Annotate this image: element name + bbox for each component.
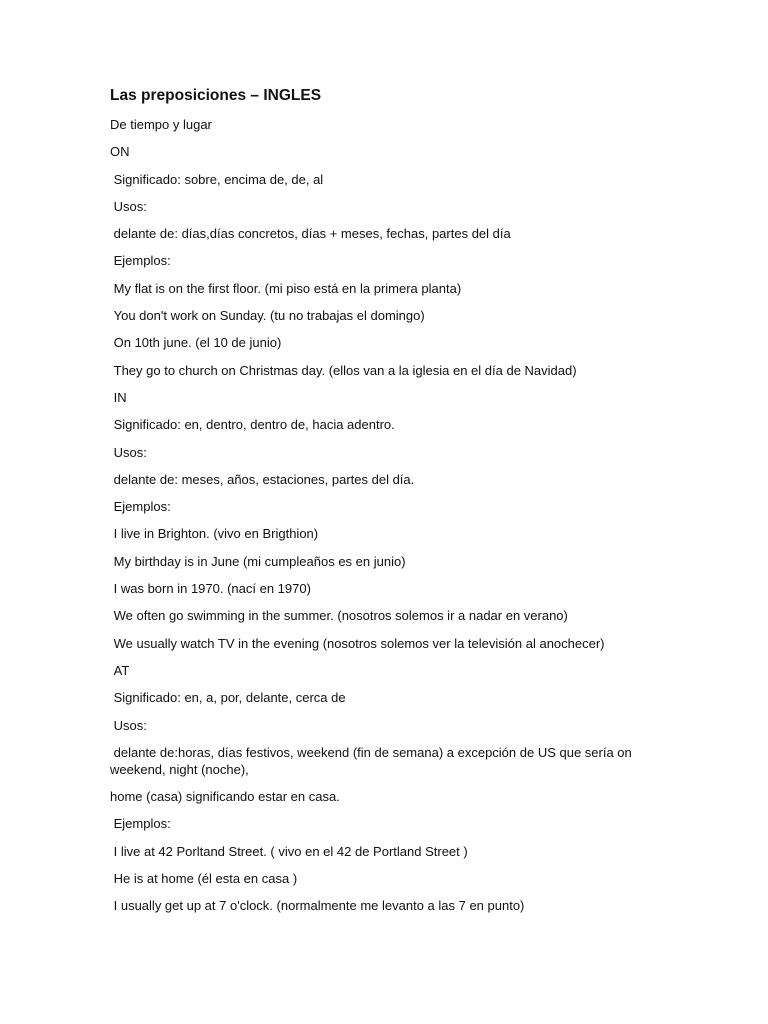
text-line: You don't work on Sunday. (tu no trabajas el domingo) [110, 308, 425, 324]
text-line: IN [110, 389, 127, 405]
document-page [110, 86, 650, 925]
text-line: Ejemplos: [110, 816, 171, 832]
text-line: delante de:horas, días festivos, weekend (fin de semana) a excepción de US que sería on weekend, night (noche), [110, 744, 636, 777]
text-line: We usually watch TV in the evening (nosotros solemos ver la televisión al anochecer) [110, 635, 605, 651]
text-line: My flat is on the first floor. (mi piso está en la primera planta) [110, 280, 462, 296]
text-line: He is at home (él esta en casa ) [110, 871, 298, 887]
text-line: We often go swimming in the summer. (nosotros solemos ir a nadar en verano) [110, 608, 568, 624]
text-line: ON [110, 144, 130, 160]
text-line: I usually get up at 7 o'clock. (normalmente me levanto a las 7 en punto) [110, 898, 525, 914]
text-line: De tiempo y lugar [110, 117, 212, 132]
text-line: home (casa) significando estar en casa. [110, 789, 340, 805]
text-line: They go to church on Christmas day. (ellos van a la iglesia en el día de Navidad) [110, 362, 577, 378]
text-line: delante de: días,días concretos, días + meses, fechas, partes del día [110, 226, 511, 242]
text-line: Usos: [110, 717, 147, 733]
text-line: Significado: en, a, por, delante, cerca de [110, 690, 346, 706]
text-line: I live in Brighton. (vivo en Brigthion) [110, 526, 319, 542]
text-line: I live at 42 Porltand Street. ( vivo en el 42 de Portland Street ) [110, 843, 468, 859]
text-line: On 10th june. (el 10 de junio) [110, 335, 282, 351]
text-line: Significado: sobre, encima de, de, al [110, 171, 324, 187]
text-line: My birthday is in June (mi cumpleaños es en junio) [110, 553, 406, 569]
document-title: Las preposiciones – INGLES [110, 87, 322, 104]
text-line: I was born in 1970. (nací en 1970) [110, 581, 311, 597]
text-line: Ejemplos: [110, 499, 171, 515]
text-line: delante de: meses, años, estaciones, partes del día. [110, 471, 415, 487]
text-line: Usos: [110, 198, 147, 214]
text-line: AT [110, 662, 130, 678]
text-line: Significado: en, dentro, dentro de, hacia adentro. [110, 417, 395, 433]
text-line: Ejemplos: [110, 253, 171, 269]
text-line: Usos: [110, 444, 147, 460]
